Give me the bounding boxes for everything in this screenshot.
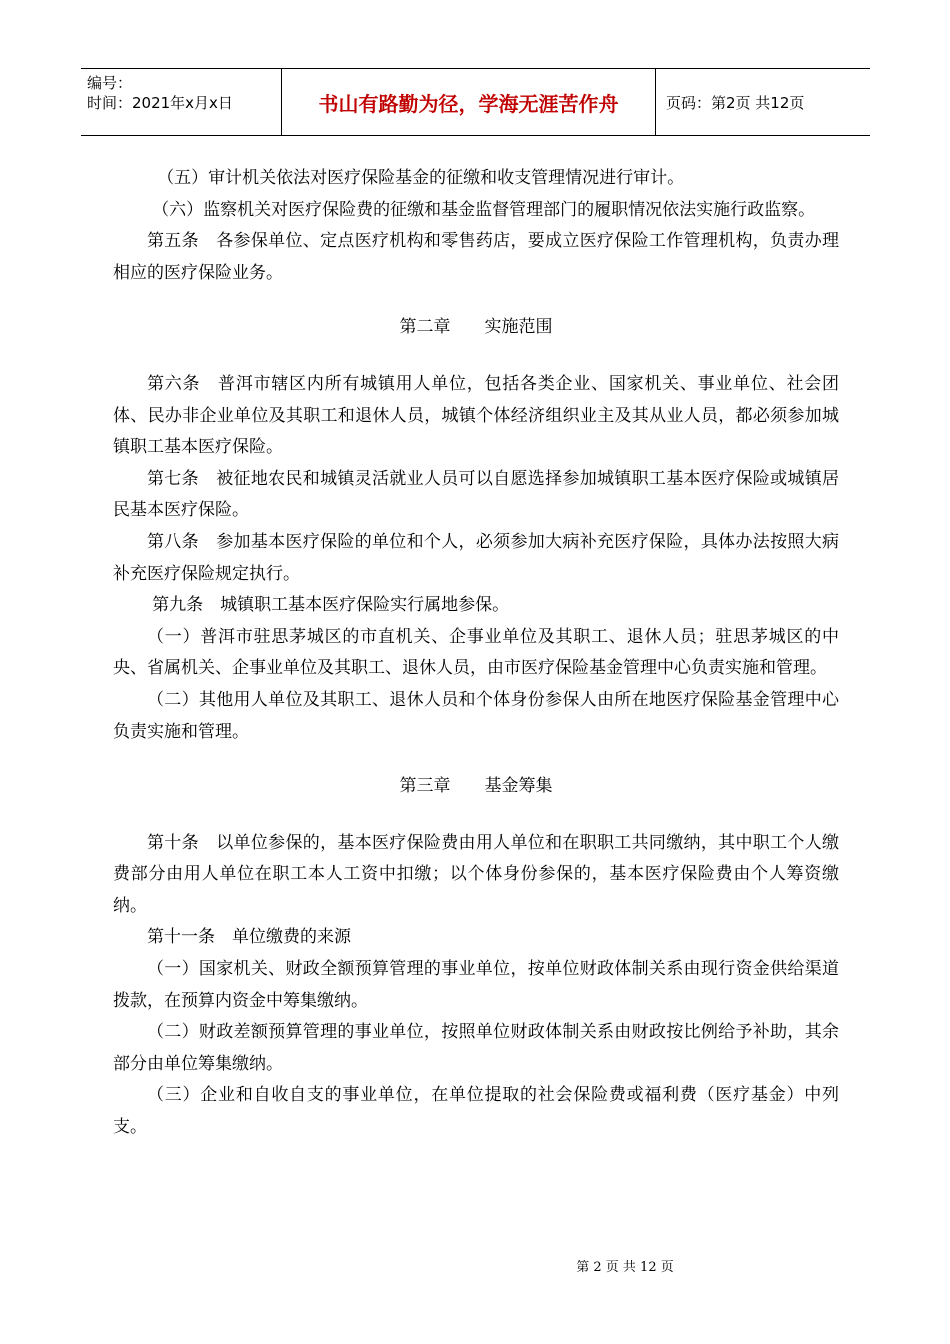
header-meta bbox=[81, 69, 281, 135]
chapter-3-heading: 第三章 基金筹集 bbox=[399, 776, 553, 797]
page-header bbox=[81, 68, 870, 136]
article-10: 第十条 以单位参保的，基本医疗保险费由用人单位和在职职工共同缴纳，其中职工个人缴费部分由用人单位在职工本人工资中扣缴；以个体身份参保的，基本医疗保险费由个人筹资缴纳。 bbox=[113, 832, 839, 916]
article-11-item-1: （一）国家机关、财政全额预算管理的事业单位，按单位财政体制关系由现行资金供给渠道拨款，在预算内资金中筹集缴纳。 bbox=[113, 959, 839, 1011]
article-9: 第九条 城镇职工基本医疗保险实行属地参保。 bbox=[152, 595, 510, 616]
chapter-2-heading: 第二章 实施范围 bbox=[399, 317, 553, 338]
document-body bbox=[113, 163, 839, 1144]
article-11: 第十一条 单位缴费的来源 bbox=[147, 927, 351, 948]
article-7: 第七条 被征地农民和城镇灵活就业人员可以自愿选择参加城镇职工基本医疗保险或城镇居民基本医疗保险。 bbox=[113, 468, 839, 521]
article-9-item-1: （一）普洱市驻思茅城区的市直机关、企事业单位及其职工、退休人员；驻思茅城区的中央、省属机关、企事业单位及其职工、退休人员，由市医疗保险基金管理中心负责实施和管理。 bbox=[113, 626, 839, 679]
article-11-item-2: （二）财政差额预算管理的事业单位，按照单位财政体制关系由财政按比例给予补助，其余部分由单位筹集缴纳。 bbox=[113, 1022, 839, 1074]
header-motto: 书山有路勤为径，学海无涯苦作舟 bbox=[281, 69, 656, 135]
paragraph-audit: （五）审计机关依法对医疗保险基金的征缴和收支管理情况进行审计。 bbox=[157, 168, 685, 188]
header-page-info: 页码：第2页 共12页 bbox=[666, 93, 805, 112]
document-number-label: 编号： bbox=[87, 74, 133, 92]
article-5: 第五条 各参保单位、定点医疗机构和零售药店，要成立医疗保险工作管理机构，负责办理相应的医疗保险业务。 bbox=[113, 231, 839, 283]
document-date: 时间：2021年x月x日 bbox=[87, 94, 233, 112]
article-11-item-3: （三）企业和自收自支的事业单位，在单位提取的社会保险费或福利费（医疗基金）中列支。 bbox=[113, 1085, 839, 1138]
page-footer: 第 2 页 共 12 页 bbox=[576, 1260, 674, 1275]
paragraph-supervision: （六）监察机关对医疗保险费的征缴和基金监督管理部门的履职情况依法实施行政监察。 bbox=[152, 199, 816, 220]
article-6: 第六条 普洱市辖区内所有城镇用人单位，包括各类企业、国家机关、事业单位、社会团体、民办非企业单位及其职工和退休人员，城镇个体经济组织业主及其从业人员，都必须参加城镇职工基本医疗保险。 bbox=[113, 373, 839, 458]
article-8: 第八条 参加基本医疗保险的单位和个人，必须参加大病补充医疗保险，具体办法按照大病补充医疗保险规定执行。 bbox=[113, 531, 839, 584]
article-9-item-2: （二）其他用人单位及其职工、退休人员和个体身份参保人由所在地医疗保险基金管理中心负责实施和管理。 bbox=[113, 689, 839, 742]
